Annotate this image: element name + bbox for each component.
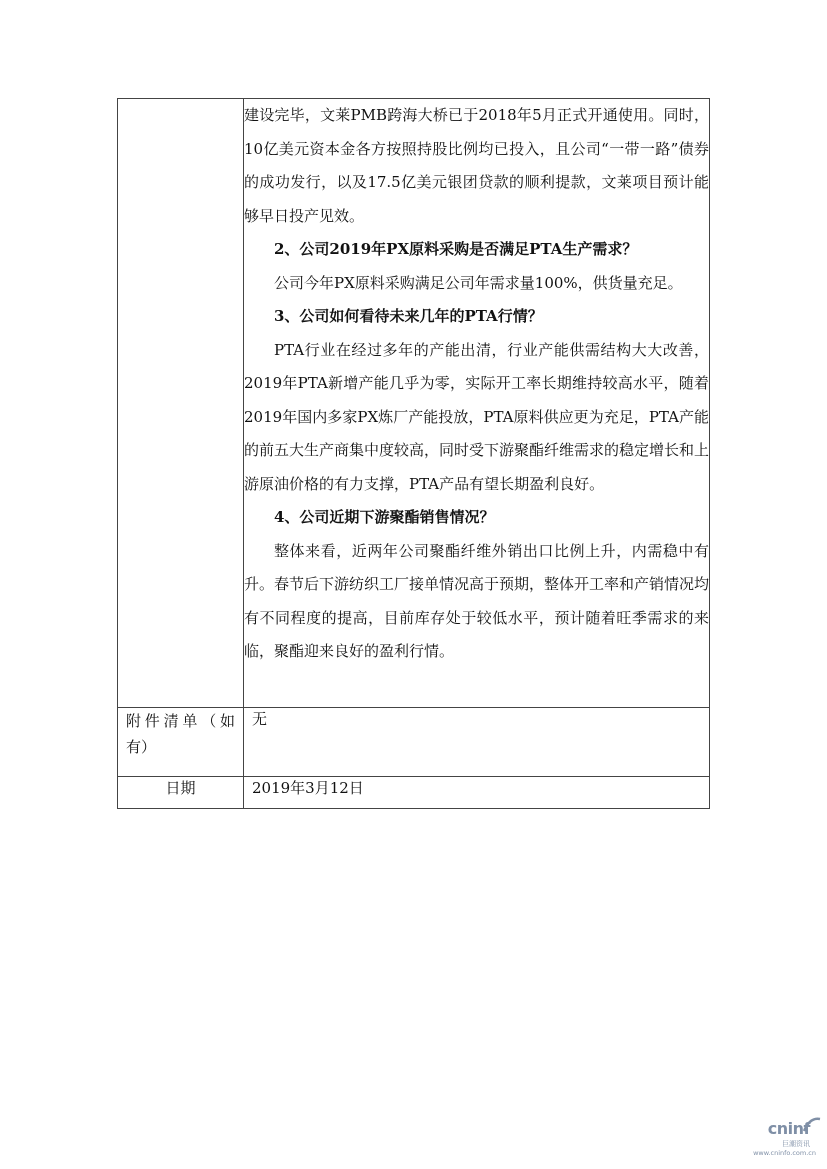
paragraph: PTA行业在经过多年的产能出清，行业产能供需结构大大改善，2019年PTA新增产能几乎为零，实际开工率长期维持较高水平，随着2019年国内多家PX炼厂产能投放，PTA原料供应更为充足，PTA产能的前五大生产商集中度较高，同时受下游聚酯纤维需求的稳定增长和上游原油价格的有力支撑，PTA产品有望长期盈利良好。 [244,340,710,493]
content-row [118,99,710,708]
question-heading: 4、公司近期下游聚酯销售情况？ [274,508,495,526]
attachments-value-cell [244,707,710,776]
question-heading: 3、公司如何看待未来几年的PTA行情？ [274,307,543,325]
paragraph: 整体来看，近两年公司聚酯纤维外销出口比例上升，内需稳中有升。春节后下游纺织工厂接单情况高于预期，整体开工率和产销情况均有不同程度的提高，目前库存处于较低水平，预计随着旺季需求的来临，聚酯迎来良好的盈利行情。 [244,541,710,660]
info-table [117,98,710,809]
content-cell [244,99,710,708]
attachments-value: 无 [252,709,268,728]
date-label-cell [118,776,244,808]
content-body [244,99,709,707]
watermark-brand: cninf [767,1119,810,1138]
date-label: 日期 [165,778,196,797]
paragraph: 建设完毕，文莱PMB跨海大桥已于2018年5月正式开通使用。同时，10亿美元资本金各方按照持股比例均已投入，且公司“一带一路”债券的成功发行，以及17.5亿美元银团贷款的顺利提款，文莱项目预计能够早日投产见效。 [244,106,709,225]
question-heading: 2、公司2019年PX原料采购是否满足PTA生产需求？ [274,240,638,258]
attachments-label: 附件清单（如有） [126,711,235,756]
date-row [118,776,710,808]
paragraph: 公司今年PX原料采购满足公司年需求量100%，供货量充足。 [274,273,683,292]
date-value-cell [244,776,710,808]
cninfo-watermark [744,1111,824,1161]
watermark-cn: 巨潮资讯 [782,1140,810,1148]
watermark-url: www.cninfo.com.cn [753,1149,816,1157]
attachments-label-cell [118,707,244,776]
attachments-row [118,707,710,776]
content-label-cell [118,99,244,708]
date-value: 2019年3月12日 [252,778,364,797]
